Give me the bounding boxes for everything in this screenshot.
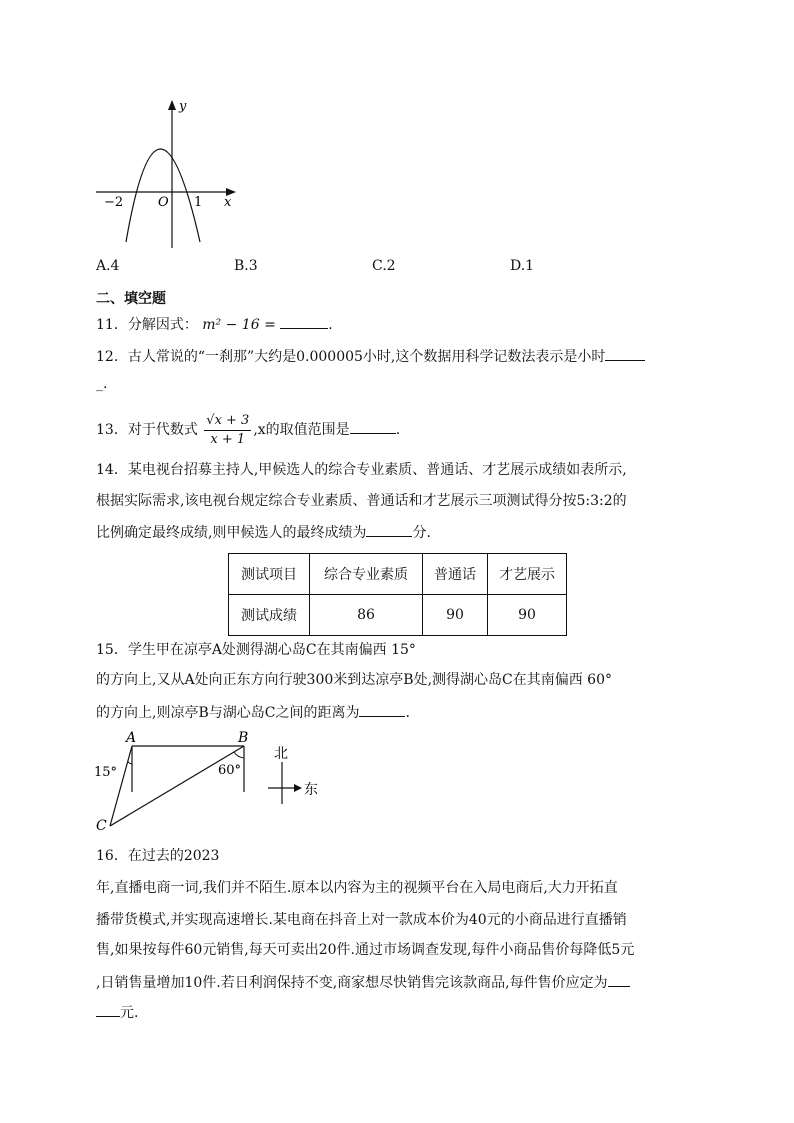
q15-line3 [96,702,410,723]
table-cell: 86 [310,595,423,636]
choice-c: C.2 [372,258,396,274]
q11-end: . [328,317,333,333]
compass-east-label: 东 [304,782,318,798]
lake-diagram [90,730,330,840]
q14-line3-prompt: 比例确定最终成绩,则甲候选人的最终成绩为 [96,525,367,541]
q16-line2: 年,直播电商一词,我们并不陌生.原本以内容为主的视频平台在入局电商后,大力开拓直 [96,880,618,896]
q16-line1: 16．在过去的2023 [96,848,220,864]
angle-arc-a [128,761,132,764]
q16-line3: 播带货模式,并实现高速增长.某电商在抖音上对一款成本价为40元的小商品进行直播销 [96,912,627,928]
east-arrow-icon [294,784,302,792]
choice-a: A.4 [96,258,120,274]
q11-expression: m² − 16 = [202,317,276,333]
choice-d: D.1 [510,258,535,274]
table-header-cell: 测试项目 [229,554,310,595]
q13-end: . [395,422,401,438]
point-a-label: A [126,730,137,746]
table-header-cell: 普通话 [423,554,488,595]
y-axis-label: y [179,99,187,114]
q16-answer-blank-cont[interactable] [96,1002,120,1017]
q16-line4: 售,如果按每件60元销售,每天可卖出20件.通过市场调查发现,每件小商品售价每降低5元 [96,942,635,958]
x-axis-label: x [224,195,232,210]
q13-numerator: √x + 3 [204,412,251,431]
q14-answer-blank[interactable] [366,522,412,537]
compass-north-label: 北 [274,746,288,762]
segment-bc [110,746,244,826]
q16-line6 [96,1002,138,1023]
q13-prompt: 13．对于代数式 [96,422,198,438]
score-table [228,553,567,636]
q15-line1: 15．学生甲在凉亭A处测得湖心岛C在其南偏西 15° [96,642,416,658]
table-cell: 90 [488,595,567,636]
table-cell: 90 [423,595,488,636]
q16-answer-blank[interactable] [608,972,630,987]
q16-line6-text: 元. [120,1005,139,1021]
q14-line1: 14．某电视台招募主持人,甲候选人的综合专业素质、普通话、才艺展示成绩如表所示, [96,462,627,478]
q15-line3-prompt: 的方向上,则凉亭B与湖心岛C之间的距离为 [96,705,360,721]
point-b-label: B [238,730,249,746]
table-cell: 测试成绩 [229,595,310,636]
table-header-row [229,554,567,595]
question-11 [96,314,333,335]
table-row [229,595,567,636]
q14-line3 [96,522,431,543]
question-13 [96,410,400,450]
tick-label-neg2: −2 [104,195,124,210]
section-title: 二、填空题 [96,291,166,307]
segment-ac [110,746,132,826]
q11-prompt: 11．分解因式： [96,317,198,333]
q11-answer-blank[interactable] [280,314,328,329]
question-12 [96,346,645,367]
table-header-cell: 综合专业素质 [310,554,423,595]
origin-label: O [158,195,169,210]
angle-arc-b [234,752,244,758]
q13-answer-blank[interactable] [350,419,396,434]
q13-fraction [204,412,251,449]
q13-denominator: x + 1 [210,431,246,447]
y-axis-arrow-icon [168,100,176,110]
q15-line2: 的方向上,又从A处向正东方向行驶300米到达凉亭B处,测得湖心岛C在其南偏西 60° [96,672,612,688]
q13-suffix: ,x的取值范围是 [253,422,350,438]
q16-line5 [96,972,630,993]
table-header-cell: 才艺展示 [488,554,567,595]
point-c-label: C [96,818,107,834]
q14-line3-end: 分. [412,525,431,541]
q12-answer-blank[interactable] [605,346,645,361]
q12-line1: 12．古人常说的“一刹那”大约是0.000005小时,这个数据用科学记数法表示是小时 [96,349,606,365]
q15-line3-end: . [405,705,410,721]
q14-line2: 根据实际需求,该电视台规定综合专业素质、普通话和才艺展示三项测试得分按5:3:2的 [96,493,627,509]
q12-line2: _. [96,376,108,392]
angle-15-label: 15° [94,765,118,780]
choice-b: B.3 [234,258,258,274]
parabola-graph [90,96,250,256]
q15-answer-blank[interactable] [359,702,405,717]
q16-line5-text: ,日销售量增加10件.若日利润保持不变,商家想尽快销售完该款商品,每件售价应定为 [96,975,608,991]
angle-60-label: 60° [218,763,242,778]
tick-label-1: 1 [194,195,203,210]
